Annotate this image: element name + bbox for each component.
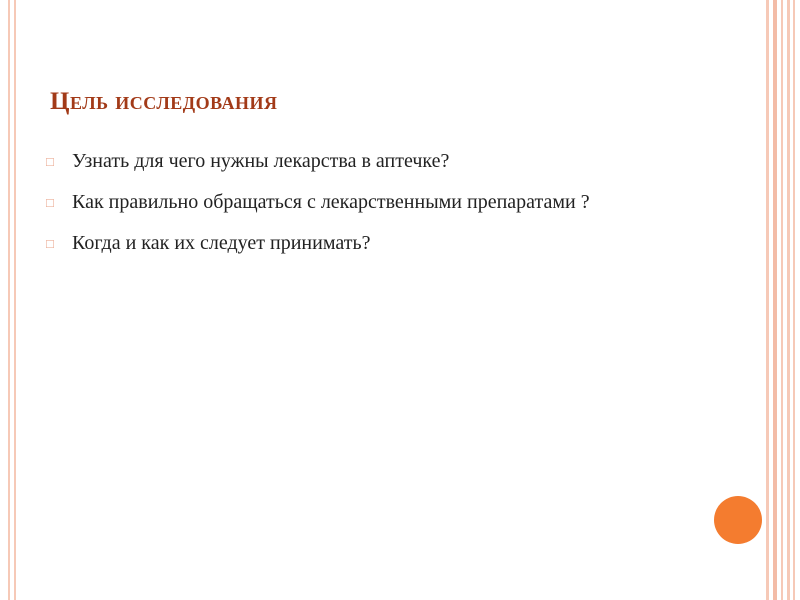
bullet-text: Узнать для чего нужны лекарства в аптечке? (72, 150, 450, 172)
left-border-line (8, 0, 10, 600)
bullet-text: Как правильно обращаться с лекарственными препаратами ? (72, 191, 590, 213)
right-border-line (781, 0, 783, 600)
bullet-marker-icon: □ (46, 236, 54, 251)
bullet-marker-icon: □ (46, 154, 54, 169)
right-border-line (773, 0, 777, 600)
bullet-list (46, 147, 686, 270)
left-border-line (14, 0, 16, 600)
bullet-text: Когда и как их следует принимать? (72, 232, 371, 254)
right-border-line (793, 0, 795, 600)
bullet-item (46, 188, 686, 217)
decorative-circle (714, 496, 762, 544)
bullet-marker-icon: □ (46, 195, 54, 210)
bullet-item (46, 147, 686, 176)
right-border-line (787, 0, 790, 600)
right-border-line (766, 0, 769, 600)
slide-title: Цель исследования (50, 88, 278, 115)
bullet-item (46, 229, 686, 258)
